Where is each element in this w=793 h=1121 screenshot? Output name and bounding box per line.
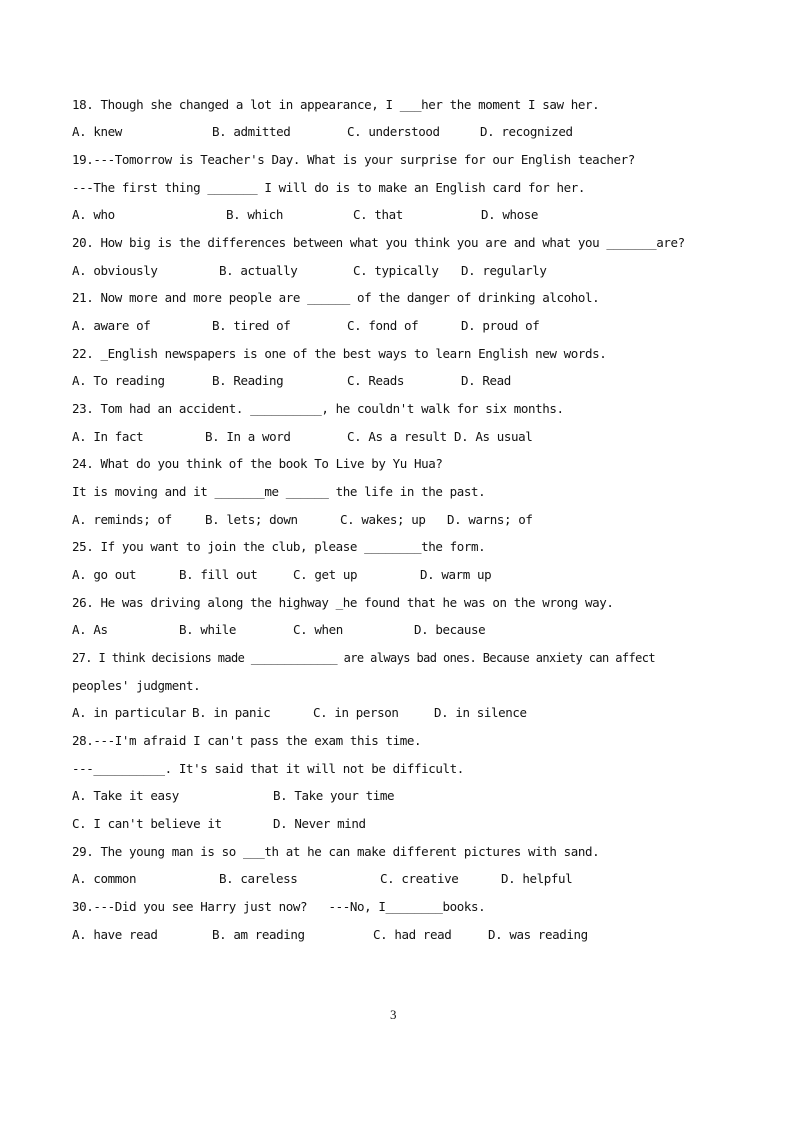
q26-option-d: D. because xyxy=(414,622,486,637)
question-28-stem-line2: ---__________. It's said that it will not be difficult. xyxy=(72,761,464,776)
question-19-stem-line2: ---The first thing _______ I will do is to make an English card for her. xyxy=(72,180,586,195)
q21-option-a: A. aware of xyxy=(72,318,151,333)
q22-option-d: D. Read xyxy=(461,373,511,388)
question-24-stem-line1: 24. What do you think of the book To Live by Yu Hua? xyxy=(72,456,443,471)
q24-option-d: D. warns; of xyxy=(447,512,533,527)
question-27-stem-line1: 27. I think decisions made _____________ are always bad ones. Because anxiety can affect xyxy=(72,651,655,665)
q25-option-b: B. fill out xyxy=(179,567,258,582)
q25-option-a: A. go out xyxy=(72,567,137,582)
q20-option-a: A. obviously xyxy=(72,263,158,278)
q29-option-b: B. careless xyxy=(219,871,298,886)
q23-option-a: A. In fact xyxy=(72,429,144,444)
q26-option-c: C. when xyxy=(293,622,343,637)
q28-option-a: A. Take it easy xyxy=(72,788,179,803)
q30-option-b: B. am reading xyxy=(212,927,305,942)
q27-option-a: A. in particular xyxy=(72,705,187,720)
question-24-stem-line2: It is moving and it _______me ______ the life in the past. xyxy=(72,484,486,499)
q18-option-d: D. recognized xyxy=(480,124,573,139)
question-18-stem: 18. Though she changed a lot in appearance, I ___her the moment I saw her. xyxy=(72,97,600,112)
q27-option-b: B. in panic xyxy=(192,705,271,720)
q22-option-a: A. To reading xyxy=(72,373,165,388)
q23-option-b: B. In a word xyxy=(205,429,291,444)
question-19-stem-line1: 19.---Tomorrow is Teacher's Day. What is your surprise for our English teacher? xyxy=(72,152,635,167)
page-number: 3 xyxy=(390,1007,397,1022)
q25-option-c: C. get up xyxy=(293,567,358,582)
question-26-stem: 26. He was driving along the highway _he found that he was on the wrong way. xyxy=(72,595,614,610)
question-30-stem: 30.---Did you see Harry just now? ---No, I________books. xyxy=(72,899,486,914)
q27-option-d: D. in silence xyxy=(434,705,527,720)
q30-option-c: C. had read xyxy=(373,927,452,942)
q25-option-d: D. warm up xyxy=(420,567,492,582)
q29-option-c: C. creative xyxy=(380,871,459,886)
question-22-stem: 22. _English newspapers is one of the best ways to learn English new words. xyxy=(72,346,607,361)
q21-option-c: C. fond of xyxy=(347,318,419,333)
q27-option-c: C. in person xyxy=(313,705,399,720)
q20-option-c: C. typically xyxy=(353,263,439,278)
q26-option-b: B. while xyxy=(179,622,237,637)
question-20-stem: 20. How big is the differences between what you think you are and what you _______are? xyxy=(72,235,685,250)
q28-option-d: D. Never mind xyxy=(273,816,366,831)
q19-option-c: C. that xyxy=(353,207,403,222)
q23-option-c: C. As a result xyxy=(347,429,447,444)
q20-option-b: B. actually xyxy=(219,263,298,278)
q21-option-b: B. tired of xyxy=(212,318,291,333)
q19-option-a: A. who xyxy=(72,207,115,222)
question-21-stem: 21. Now more and more people are ______ of the danger of drinking alcohol. xyxy=(72,290,600,305)
q30-option-a: A. have read xyxy=(72,927,158,942)
question-27-stem-line2: peoples' judgment. xyxy=(72,678,201,693)
q24-option-b: B. lets; down xyxy=(205,512,298,527)
q19-option-d: D. whose xyxy=(481,207,539,222)
q29-option-d: D. helpful xyxy=(501,871,573,886)
q22-option-c: C. Reads xyxy=(347,373,405,388)
q24-option-a: A. reminds; of xyxy=(72,512,172,527)
q30-option-d: D. was reading xyxy=(488,927,588,942)
q24-option-c: C. wakes; up xyxy=(340,512,426,527)
question-25-stem: 25. If you want to join the club, please ________the form. xyxy=(72,539,486,554)
q28-option-b: B. Take your time xyxy=(273,788,395,803)
q29-option-a: A. common xyxy=(72,871,137,886)
question-29-stem: 29. The young man is so ___th at he can make different pictures with sand. xyxy=(72,844,600,859)
q23-option-d: D. As usual xyxy=(454,429,533,444)
question-23-stem: 23. Tom had an accident. __________, he couldn't walk for six months. xyxy=(72,401,564,416)
q28-option-c: C. I can't believe it xyxy=(72,816,222,831)
q21-option-d: D. proud of xyxy=(461,318,540,333)
q22-option-b: B. Reading xyxy=(212,373,284,388)
q18-option-c: C. understood xyxy=(347,124,440,139)
q18-option-b: B. admitted xyxy=(212,124,291,139)
question-28-stem-line1: 28.---I'm afraid I can't pass the exam this time. xyxy=(72,733,422,748)
q19-option-b: B. which xyxy=(226,207,284,222)
q18-option-a: A. knew xyxy=(72,124,122,139)
q20-option-d: D. regularly xyxy=(461,263,547,278)
q26-option-a: A. As xyxy=(72,622,108,637)
